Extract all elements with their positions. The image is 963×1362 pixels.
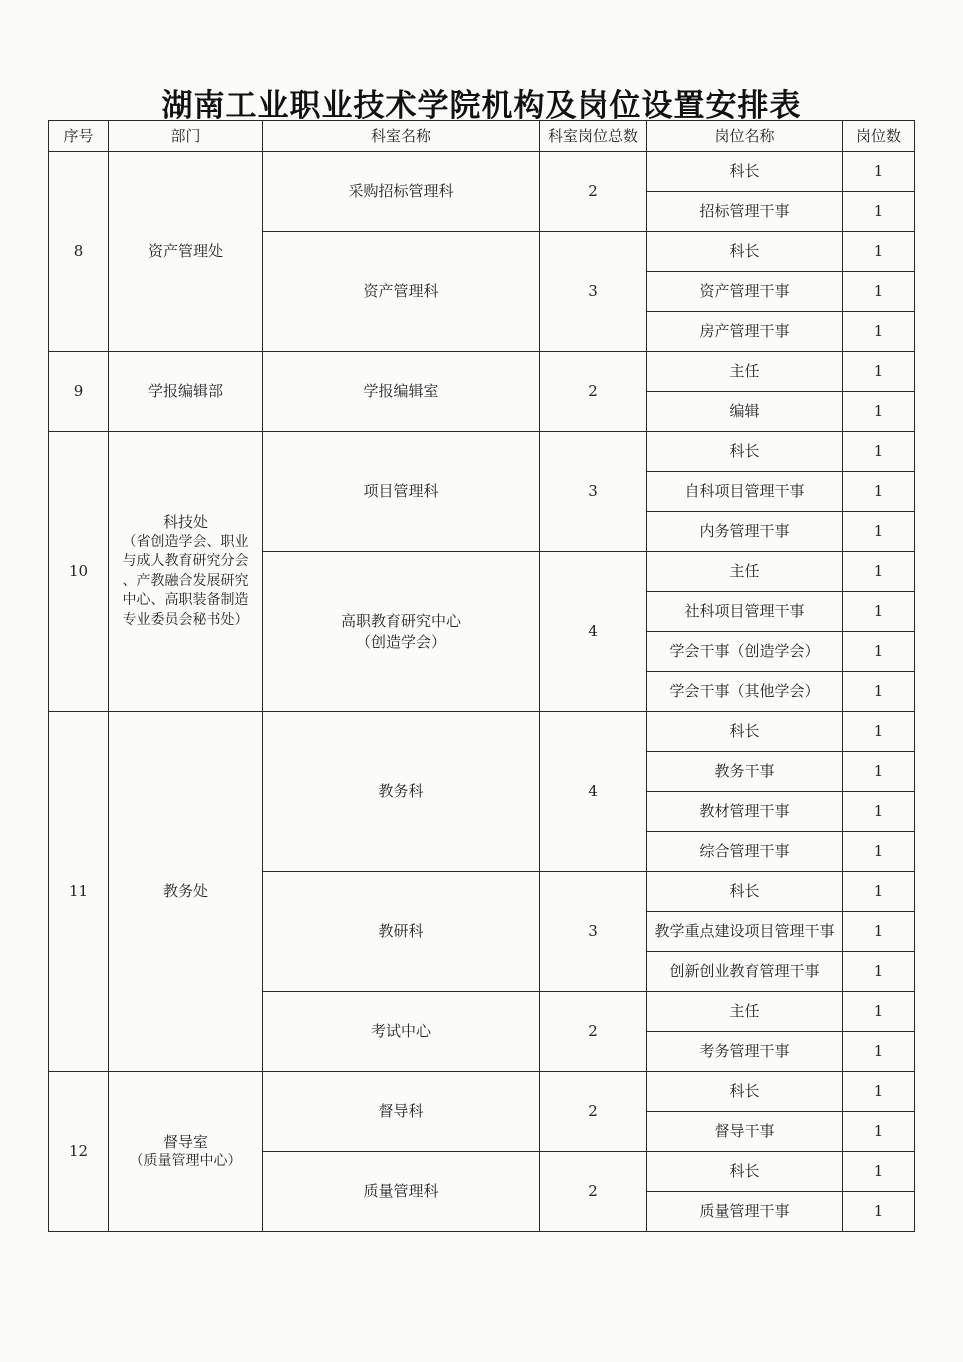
document-title: 湖南工业职业技术学院机构及岗位设置安排表 bbox=[161, 88, 802, 124]
cell-post-count: 1 bbox=[843, 912, 915, 952]
cell-post-name: 主任 bbox=[647, 552, 843, 592]
dept-name: 资产管理处 bbox=[147, 242, 223, 261]
cell-post-name: 综合管理干事 bbox=[647, 832, 843, 872]
table-row bbox=[49, 1072, 915, 1112]
cell-post-count: 1 bbox=[843, 552, 915, 592]
dept-note-line: 、产教融合发展研究 bbox=[122, 572, 249, 589]
cell-seq: 10 bbox=[49, 432, 109, 712]
cell-post-name: 主任 bbox=[647, 352, 843, 392]
header-post: 岗位名称 bbox=[647, 121, 843, 152]
cell-post-name: 质量管理干事 bbox=[647, 1192, 843, 1232]
office-name: 项目管理科 bbox=[363, 482, 439, 501]
table-row bbox=[49, 432, 915, 472]
cell-office bbox=[263, 552, 540, 712]
cell-post-name: 科长 bbox=[647, 152, 843, 192]
cell-post-name: 内务管理干事 bbox=[647, 512, 843, 552]
cell-post-count: 1 bbox=[843, 392, 915, 432]
cell-seq: 8 bbox=[49, 152, 109, 352]
cell-dept bbox=[109, 1072, 263, 1232]
cell-post-count: 1 bbox=[843, 992, 915, 1032]
cell-post-name: 考务管理干事 bbox=[647, 1032, 843, 1072]
cell-post-count: 1 bbox=[843, 792, 915, 832]
cell-post-name: 科长 bbox=[647, 1152, 843, 1192]
cell-post-count: 1 bbox=[843, 872, 915, 912]
header-office-total: 科室岗位总数 bbox=[540, 121, 647, 152]
header-row bbox=[49, 121, 915, 152]
cell-dept bbox=[109, 152, 263, 352]
cell-post-name: 学会干事（创造学会） bbox=[647, 632, 843, 672]
cell-post-count: 1 bbox=[843, 512, 915, 552]
table-body bbox=[49, 152, 915, 1232]
cell-seq: 12 bbox=[49, 1072, 109, 1232]
cell-post-name: 自科项目管理干事 bbox=[647, 472, 843, 512]
cell-post-name: 科长 bbox=[647, 712, 843, 752]
dept-name: 科技处 bbox=[162, 513, 208, 532]
office-name: 督导科 bbox=[378, 1102, 424, 1121]
cell-post-count: 1 bbox=[843, 472, 915, 512]
office-name: 教研科 bbox=[378, 922, 424, 941]
cell-post-name: 学会干事（其他学会） bbox=[647, 672, 843, 712]
cell-office bbox=[263, 1072, 540, 1152]
cell-post-name: 资产管理干事 bbox=[647, 272, 843, 312]
cell-office-total: 2 bbox=[540, 992, 647, 1072]
cell-office bbox=[263, 152, 540, 232]
position-table bbox=[48, 120, 915, 1232]
cell-office-total: 2 bbox=[540, 152, 647, 232]
cell-office bbox=[263, 992, 540, 1072]
cell-post-name: 督导干事 bbox=[647, 1112, 843, 1152]
table-row bbox=[49, 352, 915, 392]
cell-office-total: 4 bbox=[540, 712, 647, 872]
cell-post-count: 1 bbox=[843, 832, 915, 872]
cell-post-count: 1 bbox=[843, 1112, 915, 1152]
cell-post-count: 1 bbox=[843, 712, 915, 752]
office-name: 学报编辑室 bbox=[363, 382, 439, 401]
cell-post-name: 科长 bbox=[647, 872, 843, 912]
dept-note-line: 中心、高职装备制造 bbox=[122, 592, 249, 609]
cell-post-name: 教材管理干事 bbox=[647, 792, 843, 832]
cell-office bbox=[263, 872, 540, 992]
office-name: 采购招标管理科 bbox=[348, 182, 454, 201]
cell-post-count: 1 bbox=[843, 1072, 915, 1112]
dept-note-line: （质量管理中心） bbox=[129, 1152, 242, 1169]
dept-name: 督导室 bbox=[162, 1132, 208, 1151]
cell-post-name: 社科项目管理干事 bbox=[647, 592, 843, 632]
office-name: 资产管理科 bbox=[363, 282, 439, 301]
cell-office-total: 3 bbox=[540, 232, 647, 352]
dept-note-line: 与成人教育研究分会 bbox=[122, 553, 249, 570]
cell-post-name: 主任 bbox=[647, 992, 843, 1032]
office-name: 高职教育研究中心 bbox=[340, 612, 461, 631]
cell-post-count: 1 bbox=[843, 592, 915, 632]
cell-post-count: 1 bbox=[843, 672, 915, 712]
cell-post-count: 1 bbox=[843, 232, 915, 272]
cell-post-count: 1 bbox=[843, 312, 915, 352]
cell-post-count: 1 bbox=[843, 432, 915, 472]
cell-office-total: 2 bbox=[540, 352, 647, 432]
cell-office-total: 3 bbox=[540, 872, 647, 992]
table-row bbox=[49, 152, 915, 192]
cell-office bbox=[263, 712, 540, 872]
dept-name: 教务处 bbox=[162, 882, 208, 901]
cell-post-count: 1 bbox=[843, 752, 915, 792]
cell-post-name: 编辑 bbox=[647, 392, 843, 432]
table-header bbox=[49, 121, 915, 152]
cell-office-total: 2 bbox=[540, 1072, 647, 1152]
cell-post-name: 教务干事 bbox=[647, 752, 843, 792]
office-name-note: （创造学会） bbox=[355, 632, 446, 651]
table-row bbox=[49, 712, 915, 752]
cell-post-name: 房产管理干事 bbox=[647, 312, 843, 352]
cell-dept bbox=[109, 432, 263, 712]
cell-seq: 9 bbox=[49, 352, 109, 432]
cell-post-name: 科长 bbox=[647, 432, 843, 472]
cell-post-count: 1 bbox=[843, 1192, 915, 1232]
cell-post-name: 创新创业教育管理干事 bbox=[647, 952, 843, 992]
dept-note-line: 专业委员会秘书处） bbox=[122, 612, 249, 629]
cell-post-count: 1 bbox=[843, 192, 915, 232]
cell-dept bbox=[109, 352, 263, 432]
cell-post-count: 1 bbox=[843, 952, 915, 992]
header-post-count: 岗位数 bbox=[843, 121, 915, 152]
cell-post-count: 1 bbox=[843, 352, 915, 392]
cell-office-total: 4 bbox=[540, 552, 647, 712]
dept-name: 学报编辑部 bbox=[147, 382, 223, 401]
cell-post-count: 1 bbox=[843, 272, 915, 312]
office-name: 教务科 bbox=[378, 782, 424, 801]
cell-seq: 11 bbox=[49, 712, 109, 1072]
cell-post-count: 1 bbox=[843, 152, 915, 192]
header-seq: 序号 bbox=[49, 121, 109, 152]
cell-dept bbox=[109, 712, 263, 1072]
cell-post-name: 科长 bbox=[647, 232, 843, 272]
cell-post-name: 招标管理干事 bbox=[647, 192, 843, 232]
cell-post-count: 1 bbox=[843, 632, 915, 672]
cell-post-name: 科长 bbox=[647, 1072, 843, 1112]
cell-office-total: 2 bbox=[540, 1152, 647, 1232]
cell-office bbox=[263, 232, 540, 352]
cell-post-name: 教学重点建设项目管理干事 bbox=[647, 912, 843, 952]
office-name: 考试中心 bbox=[370, 1022, 431, 1041]
header-office: 科室名称 bbox=[263, 121, 540, 152]
cell-office-total: 3 bbox=[540, 432, 647, 552]
cell-post-count: 1 bbox=[843, 1032, 915, 1072]
cell-office bbox=[263, 1152, 540, 1232]
dept-note-line: （省创造学会、职业 bbox=[122, 533, 249, 550]
cell-office bbox=[263, 352, 540, 432]
header-dept: 部门 bbox=[109, 121, 263, 152]
cell-post-count: 1 bbox=[843, 1152, 915, 1192]
cell-office bbox=[263, 432, 540, 552]
office-name: 质量管理科 bbox=[363, 1182, 439, 1201]
